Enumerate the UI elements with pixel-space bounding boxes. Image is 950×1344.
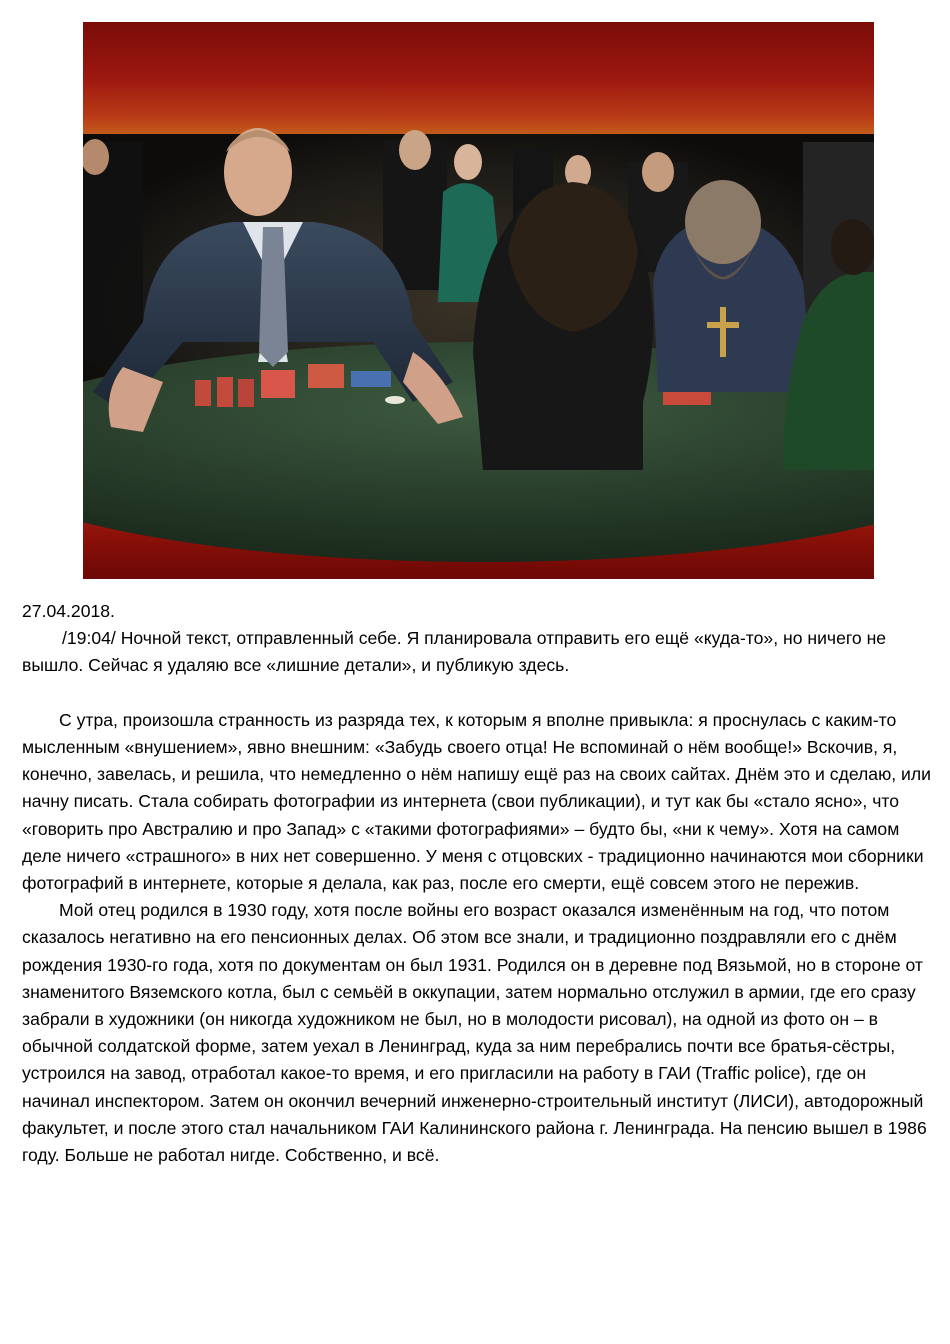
- casino-photo-collage: [83, 22, 874, 579]
- article-paragraph: Мой отец родился в 1930 году, хотя после войны его возраст оказался изменённым на год, что потом сказалось негативно на его пенсионных делах. Об этом все знали, и традиционно поздравляли его с днём рождения 1930-го года, хотя по документам он был 1931. Родился он в деревне под Вязьмой, но в стороне от знаменитого Вяземского котла, был с семьёй в оккупации, затем нормально отслужил в армии, где его сразу забрали в художники (он никогда художником не был, но в молодости рисовал), на одной из фото он – в обычной солдатской форме, затем уехал в Ленинград, куда за ним перебрались почти все братья-сёстры, устроился на завод, отработал какое-то время, и его пригласили на работу в ГАИ (Traffic police), где он начинал инспектором. Затем он окончил вечерний инженерно-строительный институт (ЛИСИ), автодорожный факультет, и после этого стал начальником ГАИ Калининского района г. Ленинграда. На пенсию вышел в 1986 году. Больше не работал нигде. Собственно, и всё.: [22, 900, 927, 1166]
- article-paragraph: /19:04/ Ночной текст, отправленный себе. Я планировала отправить его ещё «куда-то», но ничего не вышло. Сейчас я удаляю все «лишние детали», и публикую здесь.: [22, 628, 887, 676]
- article-paragraph: С утра, произошла странность из разряда тех, к которым я вполне привыкла: я проснулась с каким-то мысленным «внушением», явно внешним: «Забудь своего отца! Не вспоминай о нём вообще!» Вскочив, я, конечно, завелась, и решила, что немедленно о нём напишу ещё раз на своих сайтах. Днём это и сделаю, или начну писать. Стала собирать фотографии из интернета (свои публикации), и тут как бы «стало ясно», что «говорить про Австралию и про Запад» с «такими фотографиями» – будто бы, «ни к чему». Хотя на самом деле ничего «страшного» в них нет совершенно. У меня с отцовских - традиционно начинаются мои сборники фотографий в интернете, которые я делала, как раз, после его смерти, ещё совсем этого не пережив.: [22, 709, 931, 894]
- article-body: [22, 598, 932, 1169]
- article-date: 27.04.2018.: [22, 601, 115, 621]
- hero-image: [83, 22, 874, 579]
- paragraph-gap: [22, 680, 932, 707]
